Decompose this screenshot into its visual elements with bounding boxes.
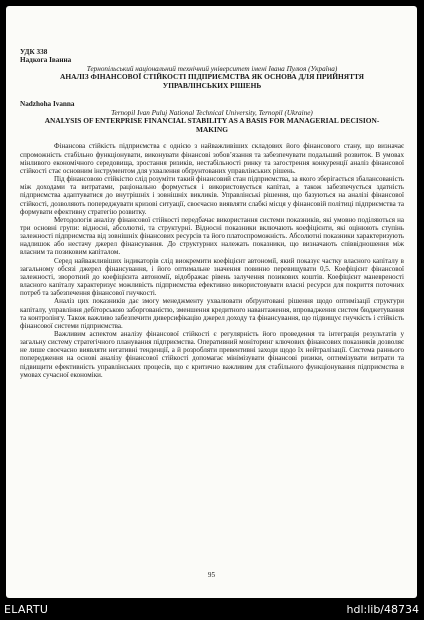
paragraph: Серед найважливіших індикаторів слід виокремити коефіцієнт автономії, який показує частку власного капіталу в загальному обсязі джерел фінансування, і його оптимальне значення повинно перевищувати 0,5. Коефіцієнт фінансової залежності, зворотний до коефіцієнта автономії, відображає рівень залучення позикових коштів. Коефіцієнт маневреності власного капіталу характеризує можливість підприємства ефективно використовувати власні ресурси для покриття поточних потреб та забезпечення фінансової гнучкості. (20, 256, 404, 298)
repository-footer (0, 598, 424, 620)
udc-code: УДК 338 (20, 48, 48, 56)
affiliation-ua: Тернопільський національний технічний університет імені Івана Пулюя (Україна) (86, 64, 338, 73)
paragraph: Аналіз цих показників дає змогу менеджменту ухвалювати обґрунтовані рішення щодо оптимізації структури капіталу, управління дебіторською заборгованістю, зменшення кредитного навантаження, впровадження систем бюджетування та контролінгу. Також важливо забезпечити диверсифікацію джерел доходу та фінансування, що підвищує гнучкість і стійкість фінансової системи підприємства. (20, 297, 404, 330)
body-text (20, 142, 404, 379)
repository-name: ELARTU (4, 603, 49, 616)
paragraph: Під фінансовою стійкістю слід розуміти такий фінансовий стан підприємства, за якого зберігається збалансованість між доходами та витратами, раціонально формується і використовується капітал, а також забезпечується здатність підприємства адаптуватися до внутрішніх і зовнішніх викликів. Управлінські рішення, що базуються на аналізі фінансової стійкості, дозволяють попереджувати кризові ситуації, своєчасно виявляти слабкі місця у фінансовій політиці підприємства та формувати ефективну стратегію розвитку. (20, 175, 404, 216)
document-content (20, 48, 404, 379)
page-number: 95 (207, 571, 216, 579)
author-name-en: Nadzhoha Ivanna (20, 100, 75, 109)
paragraph: Фінансова стійкість підприємства є однією з найважливіших складових його фінансового стану, що визначає спроможність стабільно функціонувати, виконувати фінансові зобов’язання та забезпечувати подальший розвиток. В умовах мінливого економічного середовища, зростання ризиків, нестабільності ринку та загострення конкуренції аналіз фінансової стійкості стає основним інструментом для ухвалення обґрунтованих управлінських рішень. (20, 142, 404, 175)
paper-title-ua: АНАЛІЗ ФІНАНСОВОЇ СТІЙКОСТІ ПІДПРИЄМСТВА ЯК ОСНОВА ДЛЯ ПРИЙНЯТТЯ УПРАВЛІНСЬКИХ РІШЕНЬ (59, 72, 365, 90)
affiliation-en: Ternopil Ivan Puluj National Technical University, Ternopil (Ukraine) (111, 108, 313, 117)
paper-title-en: ANALYSIS OF ENTERPRISE FINANCIAL STABILITY AS A BASIS FOR MANAGERIAL DECISION-MAKING (44, 116, 380, 134)
document-page (6, 6, 417, 598)
paragraph: Важливим аспектом аналізу фінансової стійкості є регулярність його проведення та інтеграція результатів у загальну систему стратегічного планування підприємства. Оперативний моніторинг ключових фінансових показників дозволяє не лише своєчасно виявляти негативні тенденції, а й розробляти превентивні заходи щодо їх нейтралізації. Система раннього попередження на основі аналізу фінансової стійкості допомагає мінімізувати фінансові ризики, оптимізувати витрати та підвищити ефективність управлінських процесів, що є критично важливим для стабільного функціонування підприємства в умовах сучасної економіки. (20, 330, 404, 379)
author-name-ua: Надкога Іванна (20, 56, 72, 65)
paragraph: Методологія аналізу фінансової стійкості передбачає використання системи показників, які умовно поділяються на три основні групи: відносні, абсолютні, та структурні. Відносні показники включають коефіцієнти, які оцінюють ступінь залежності підприємства від зовнішніх фінансових ресурсів та його платоспроможність. Абсолютні показники характеризують надлишок або нестачу джерел фінансування. До структурних належать показники, що визначають співвідношення між власним та позиковим капіталом. (20, 215, 404, 257)
handle-identifier: hdl:lib/48734 (346, 603, 419, 616)
